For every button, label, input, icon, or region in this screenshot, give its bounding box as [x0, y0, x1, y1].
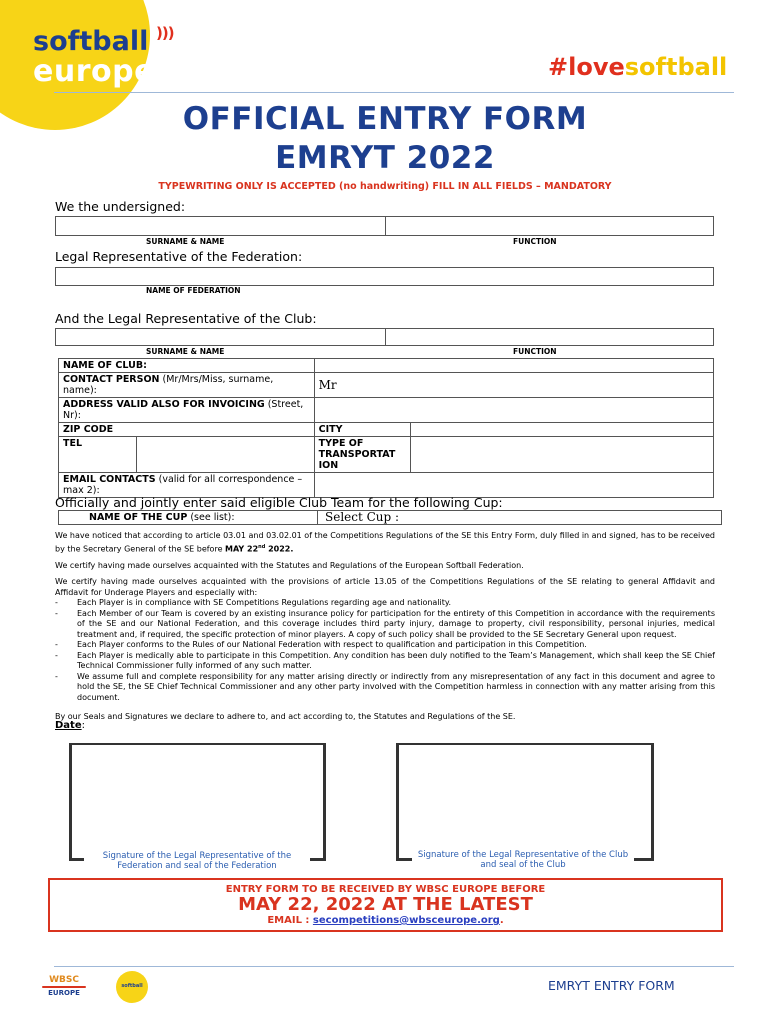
federation-signature-box[interactable]: [69, 743, 326, 861]
declaration-paragraph: By our Seals and Signatures we declare to adhere to, and act according to, the Statutes and Regulations of the SE.: [55, 712, 516, 722]
address-field[interactable]: [314, 398, 713, 423]
deadline-line1: ENTRY FORM TO BE RECEIVED BY WBSC EUROPE BEFORE: [225, 884, 546, 895]
list-item: - Each Member of our Team is covered by an existing insurance policy for participation for the entirety of this Competition in accordance with the requirements of the SE and our National Federation, and this coverage includes third party injury, damage to property, civil responsibility, personal injuries, medical treatment and, if required, the specific protection of minor players. A copy of such policy shall be provided to the SE Secretary General upon request.: [55, 609, 715, 641]
club-rep-function-label: FUNCTION: [513, 347, 557, 356]
contact-person-label: CONTACT PERSON (Mr/Mrs/Miss, surname, name):: [59, 373, 315, 398]
undersigned-heading: We the undersigned:: [55, 199, 186, 214]
softball-europe-logo: softball europe: [33, 26, 155, 89]
address-label: ADDRESS VALID ALSO FOR INVOICING (Street, Nr):: [59, 398, 315, 423]
table-row: [59, 473, 714, 498]
transport-field[interactable]: [410, 437, 713, 473]
list-item: - We assume full and complete responsibility for any matter arising directly or indirectly from any misrepresentation of any fact in this document and agree to hold the SE, the SE Chief Technical Commissioner and any other party involved with the Competition harmless in connection with any matter arising from this document.: [55, 672, 715, 704]
table-row: [59, 423, 714, 437]
list-item: - Each Player is in compliance with SE Competitions Regulations regarding age and nationality.: [55, 598, 715, 609]
name-of-club-label: NAME OF CLUB:: [59, 359, 315, 373]
club-signature-box[interactable]: [396, 743, 654, 861]
logo-arcs-icon: ))): [156, 24, 174, 42]
deadline-box: [48, 878, 723, 932]
city-label: CITY: [314, 423, 410, 437]
cup-select[interactable]: Select Cup :: [325, 510, 400, 524]
form-title: OFFICIAL ENTRY FORM: [182, 101, 588, 137]
terms-text: [55, 531, 715, 729]
email-contacts-label: EMAIL CONTACTS (valid for all correspondence – max 2):: [59, 473, 315, 498]
deadline-paragraph: We have noticed that according to article 03.01 and 03.02.01 of the Competitions Regulations of the SE this Entry Form, duly filled in and signed, has to be received by the Secretary General of the SE before MAY 22nd 2022.: [55, 531, 715, 554]
contact-person-field[interactable]: Mr: [314, 373, 713, 398]
federation-heading: Legal Representative of the Federation:: [55, 249, 303, 264]
federation-name-label: NAME OF FEDERATION: [146, 286, 241, 295]
table-row: [59, 398, 714, 423]
cup-row: [58, 510, 722, 525]
cup-label: NAME OF THE CUP (see list):: [89, 512, 235, 523]
undersigned-surname-field[interactable]: [55, 216, 386, 236]
softball-europe-mini-logo: softball: [116, 971, 148, 1003]
federation-signature-caption: Signature of the Legal Representative of the Federation and seal of the Federation: [84, 851, 310, 871]
deadline-email: EMAIL : secompetitions@wbsceurope.org.: [267, 915, 504, 926]
list-item: - Each Player is medically able to participate in this Competition. Any condition has been duly notified to the Team’s Management, which shall keep the SE Chief Technical Commissioner fully informed of any such matter.: [55, 651, 715, 672]
instruction-text: TYPEWRITING ONLY IS ACCEPTED (no handwriting) FILL IN ALL FIELDS – MANDATORY: [158, 181, 612, 192]
club-rep-heading: And the Legal Representative of the Club:: [55, 311, 317, 326]
header-divider: [54, 92, 734, 93]
deadline-date: MAY 22, 2022 AT THE LATEST: [238, 894, 533, 915]
table-row: [59, 437, 714, 473]
statutes-paragraph: We certify having made ourselves acquainted with the Statutes and Regulations of the European Softball Federation.: [55, 560, 524, 570]
wbsc-europe-logo: WBSC EUROPE: [38, 975, 90, 997]
club-rep-surname-field[interactable]: [55, 328, 386, 346]
tel-field[interactable]: [136, 437, 314, 473]
affidavit-list: [55, 598, 715, 703]
undersigned-surname-label: SURNAME & NAME: [146, 237, 225, 246]
affidavit-paragraph: We certify having made ourselves acquainted with the provisions of article 13.05 of the Competitions Regulations of the SE relating to general Affidavit and Affidavit for Underage Players and especially with:: [55, 577, 715, 597]
tel-label: TEL: [59, 437, 137, 473]
hashtag-lovesoftball: #lovesoftball: [548, 53, 728, 81]
table-row: [59, 359, 714, 373]
email-link[interactable]: secompetitions@wbsceurope.org: [312, 915, 500, 926]
list-item: - Each Player conforms to the Rules of our National Federation with respect to qualification and participation in this Competition.: [55, 640, 715, 651]
club-rep-surname-label: SURNAME & NAME: [146, 347, 225, 356]
city-field[interactable]: [410, 423, 713, 437]
zip-code-label: ZIP CODE: [59, 423, 315, 437]
club-rep-function-field[interactable]: [385, 328, 714, 346]
cup-heading: Officially and jointly enter said eligible Club Team for the following Cup:: [55, 495, 503, 510]
table-row: [59, 373, 714, 398]
undersigned-function-field[interactable]: [385, 216, 714, 236]
cup-divider: [317, 510, 318, 525]
undersigned-function-label: FUNCTION: [513, 237, 557, 246]
email-contacts-field[interactable]: [314, 473, 713, 498]
name-of-club-field[interactable]: [314, 359, 713, 373]
club-signature-caption: Signature of the Legal Representative of the Club and seal of the Club: [412, 850, 634, 870]
transport-label: TYPE OF TRANSPORTAT ION: [314, 437, 410, 473]
federation-name-field[interactable]: [55, 267, 714, 286]
footer-divider: [54, 966, 734, 967]
form-subtitle: EMRYT 2022: [275, 140, 495, 176]
club-details-table: [58, 358, 714, 498]
date-label: Date:: [55, 720, 85, 731]
footer-form-name: EMRYT ENTRY FORM: [548, 978, 675, 993]
